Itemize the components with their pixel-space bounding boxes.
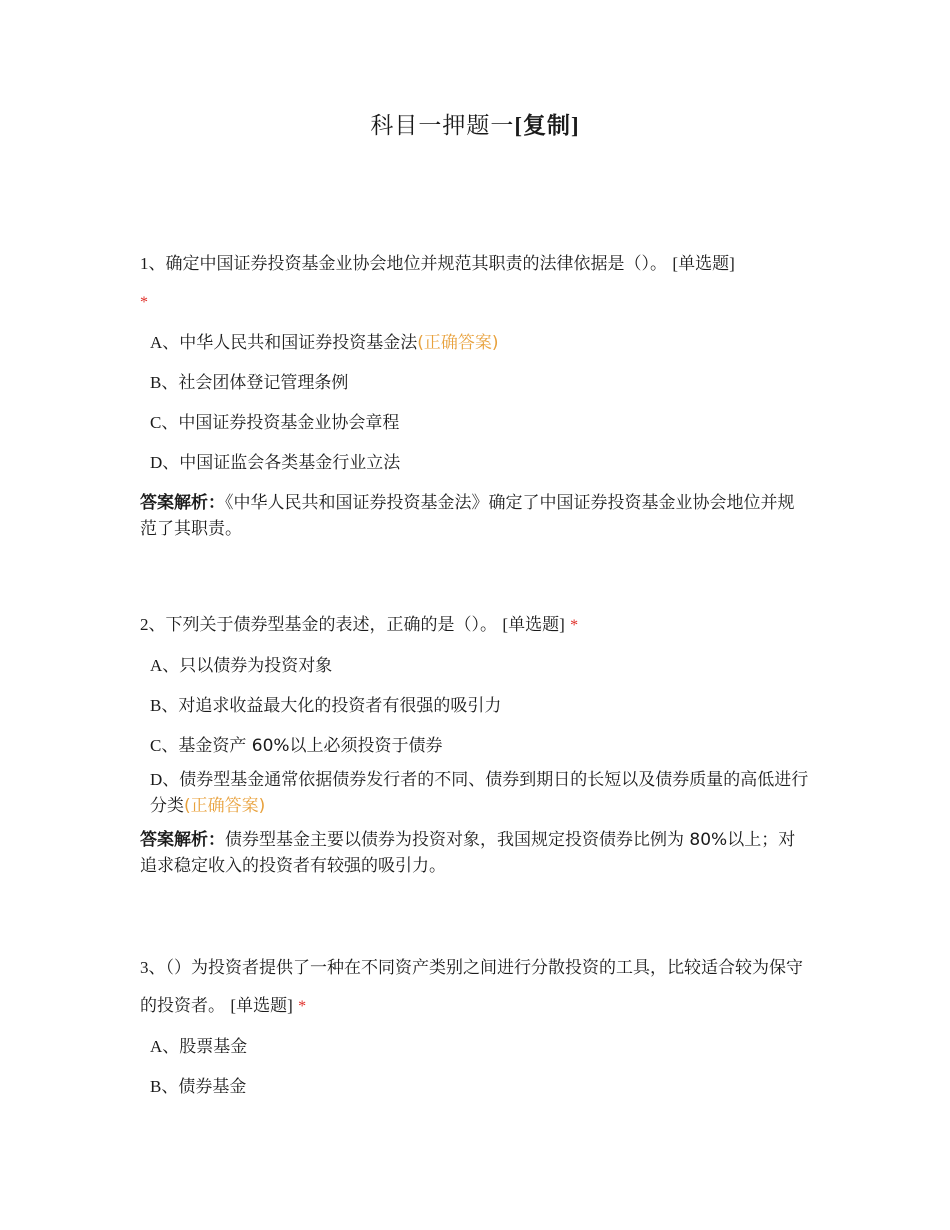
question-type-label: [单选题] [502,615,565,634]
question-stem [140,606,810,645]
option-text: 中国证券投资基金业协会章程 [178,413,400,433]
question-stem [140,245,810,322]
option-text: 只以债券为投资对象 [179,656,333,676]
option-letter: B、 [150,1077,179,1096]
option-text: 基金资产 60%以上必须投资于债券 [178,736,443,756]
option-d[interactable] [140,450,810,476]
option-d[interactable] [140,767,810,819]
option-list [140,1034,810,1100]
option-text: 社会团体登记管理条例 [178,373,349,393]
correct-answer-tag: (正确答案) [184,796,266,816]
option-text: 对追求收益最大化的投资者有很强的吸引力 [178,696,502,716]
answer-analysis [140,490,810,542]
question-type-label: [单选题] [230,996,293,1015]
question-number: 1、 [140,254,166,273]
option-letter: C、 [150,413,179,432]
option-text: 债券型基金通常依据债券发行者的不同、债券到期日的长短以及债券质量的高低进行分类 [150,770,809,816]
question-1 [140,245,810,542]
question-number: 2、 [140,615,166,634]
option-a[interactable] [140,330,810,356]
question-stem [140,949,810,1026]
document-title [0,110,950,142]
option-text: 中华人民共和国证券投资基金法 [179,333,418,353]
option-text: 债券基金 [178,1077,247,1097]
analysis-text: 债券型基金主要以债券为投资对象，我国规定投资债券比例为 80%以上；对追求稳定收入的投资者有较强的吸引力。 [140,830,796,876]
option-list [140,653,810,819]
option-list [140,330,810,476]
question-text: （）为投资者提供了一种在不同资产类别之间进行分散投资的工具，比较适合较为保守的投资者。 [140,958,803,1016]
required-mark: * [140,294,148,311]
option-c[interactable] [140,410,810,436]
correct-answer-tag: (正确答案) [417,333,499,353]
option-letter: C、 [150,736,179,755]
option-letter: D、 [150,770,180,789]
option-letter: A、 [150,333,180,352]
question-text: 下列关于债券型基金的表述，正确的是（）。 [165,615,497,635]
option-b[interactable] [140,1074,810,1100]
option-letter: A、 [150,656,180,675]
answer-analysis [140,827,810,879]
option-text: 中国证监会各类基金行业立法 [179,453,401,473]
question-number: 3、 [140,958,166,977]
analysis-label: 答案解析： [140,493,225,513]
required-mark: * [570,617,579,634]
option-letter: B、 [150,696,179,715]
question-type-label: [单选题] [672,254,735,273]
question-2 [140,606,810,879]
option-text: 股票基金 [179,1037,248,1057]
document-title-bracket: [复制] [514,113,580,138]
option-b[interactable] [140,693,810,719]
required-mark: * [298,998,307,1015]
analysis-label: 答案解析： [140,830,225,850]
document-title-main: 科目一押题一 [370,113,515,139]
option-c[interactable] [140,733,810,759]
option-a[interactable] [140,653,810,679]
option-b[interactable] [140,370,810,396]
option-letter: A、 [150,1037,180,1056]
analysis-text: 《中华人民共和国证券投资基金法》确定了中国证券投资基金业协会地位并规范了其职责。 [140,493,795,539]
option-a[interactable] [140,1034,810,1060]
option-letter: B、 [150,373,179,392]
question-3 [140,949,810,1114]
question-text: 确定中国证券投资基金业协会地位并规范其职责的法律依据是（）。 [165,254,667,274]
option-letter: D、 [150,453,180,472]
